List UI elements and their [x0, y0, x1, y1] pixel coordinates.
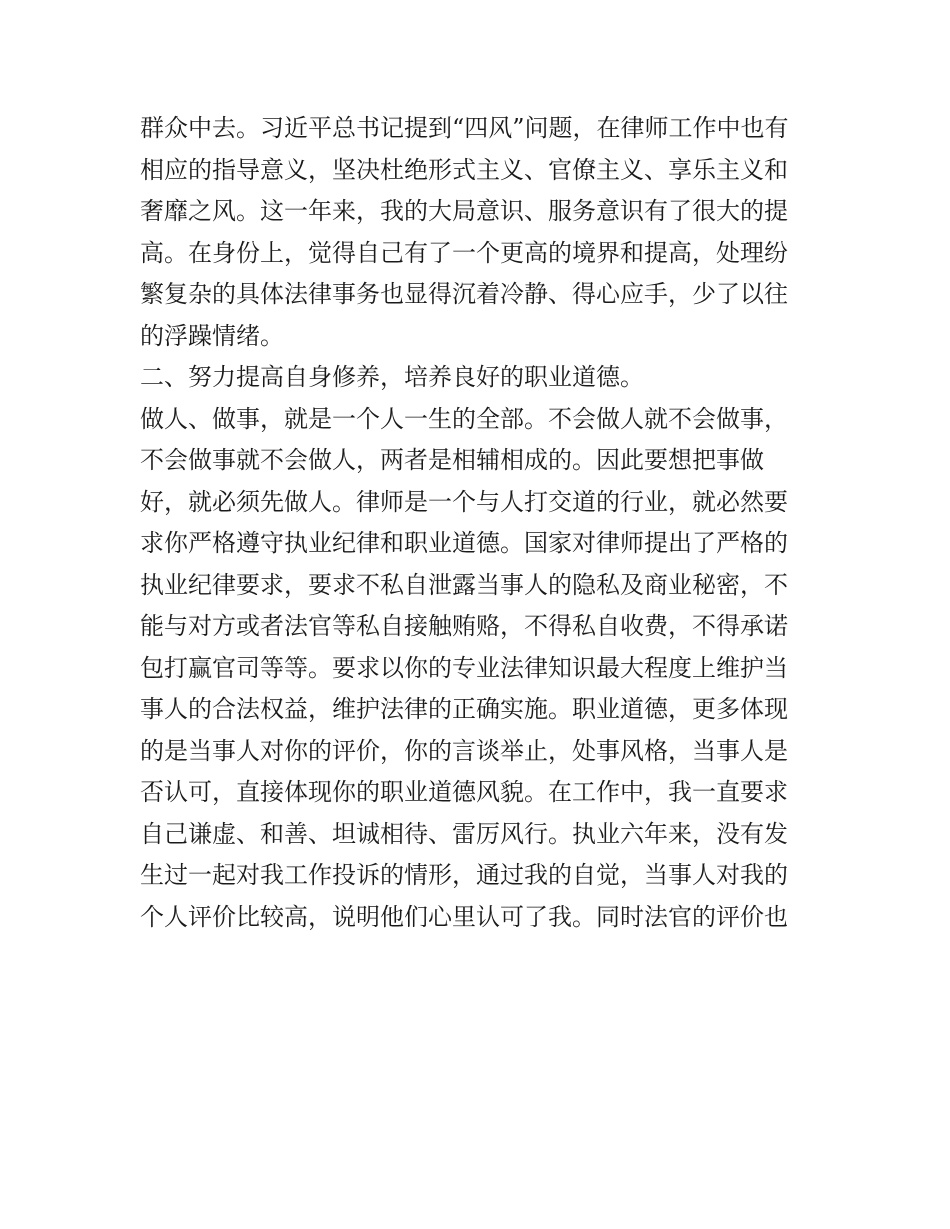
text-line: 相应的指导意义，坚决杜绝形式主义、官僚主义、享乐主义和 — [140, 155, 788, 184]
text-line: 群众中去。习近平总书记提到“四风”问题，在律师工作中也有 — [140, 114, 789, 142]
section-heading: 二、努力提高自身修养，培养良好的职业道德。 — [140, 363, 644, 391]
text-line: 奢靡之风。这一年来，我的大局意识、服务意识有了很大的提 — [140, 197, 788, 225]
text-line: 求你严格遵守执业纪律和职业道德。国家对律师提出了严格的 — [140, 529, 788, 557]
text-line: 好，就必须先做人。律师是一个与人打交道的行业，就必然要 — [140, 487, 788, 516]
text-line: 生过一起对我工作投诉的情形，通过我的自觉，当事人对我的 — [140, 861, 788, 889]
text-line: 繁复杂的具体法律事务也显得沉着冷静、得心应手，少了以往 — [140, 280, 788, 308]
document-body — [140, 108, 820, 938]
text-line: 否认可，直接体现你的职业道德风貌。在工作中，我一直要求 — [140, 778, 788, 806]
text-line: 执业纪律要求，要求不私自泄露当事人的隐私及商业秘密，不 — [140, 570, 788, 599]
text-line: 事人的合法权益，维护法律的正确实施。职业道德，更多体现 — [140, 695, 788, 723]
text-line: 个人评价比较高，说明他们心里认可了我。同时法官的评价也 — [140, 902, 788, 931]
text-line: 能与对方或者法官等私自接触贿赂，不得私自收费，不得承诺 — [140, 612, 788, 640]
text-line: 包打赢官司等等。要求以你的专业法律知识最大程度上维护当 — [140, 653, 788, 682]
text-line: 自己谦虚、和善、坦诚相待、雷厉风行。执业六年来，没有发 — [140, 819, 788, 848]
text-line: 做人、做事，就是一个人一生的全部。不会做人就不会做事， — [140, 404, 788, 433]
text-line: 的浮躁情绪。 — [140, 321, 284, 350]
text-line: 不会做事就不会做人，两者是相辅相成的。因此要想把事做 — [140, 446, 764, 474]
text-line: 高。在身份上，觉得自己有了一个更高的境界和提高，处理纷 — [140, 238, 788, 267]
text-line: 的是当事人对你的评价，你的言谈举止，处事风格，当事人是 — [140, 736, 788, 765]
